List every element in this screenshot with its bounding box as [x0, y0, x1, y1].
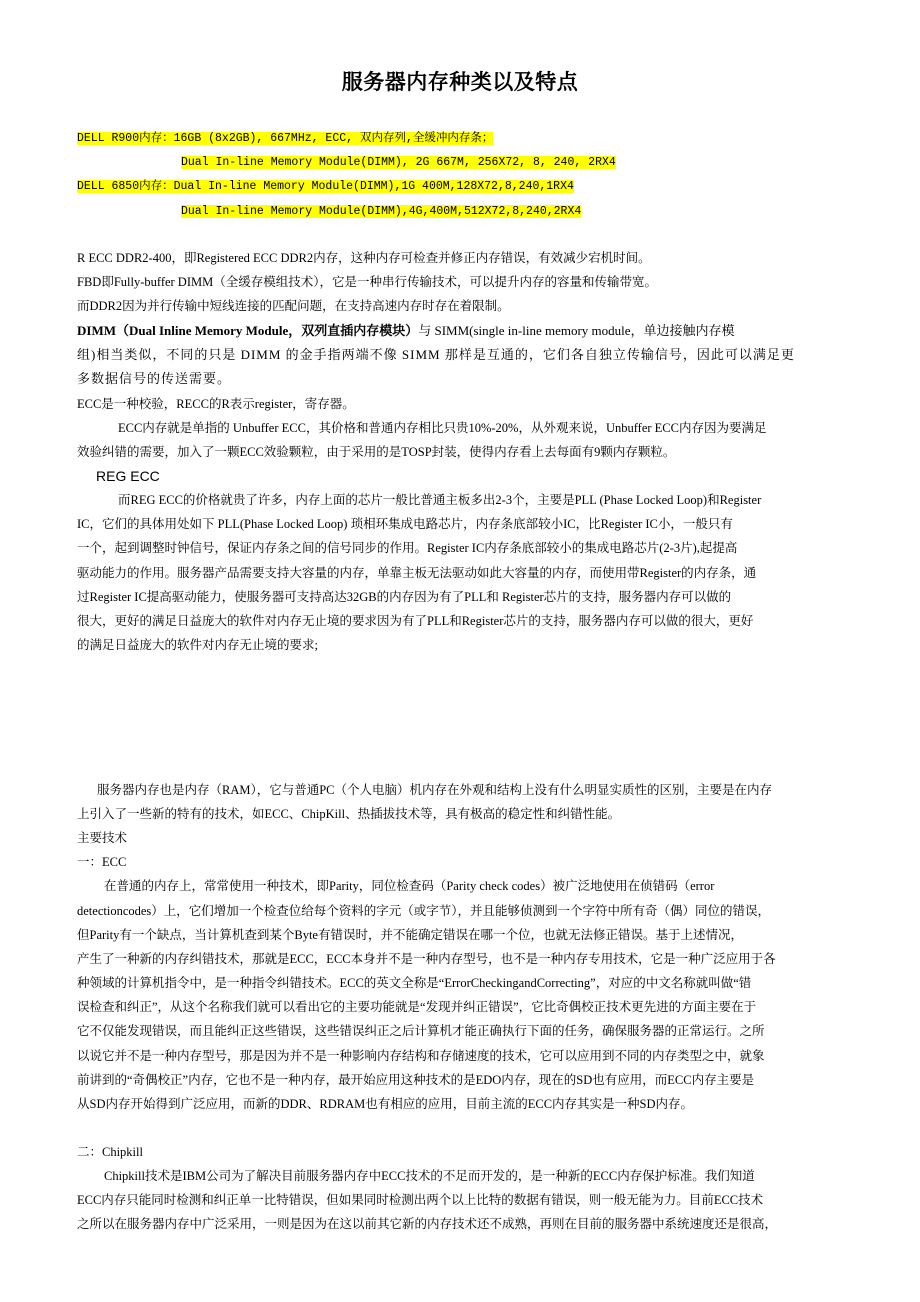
paragraph-line: 但Parity有一个缺点，当计算机查到某个Byte有错误时，并不能确定错误在哪一个位，也就无法修正错误。基于上述情况，	[77, 928, 743, 942]
highlighted-text: Dual In-line Memory Module(DIMM),4G,400M,512X72,8,240,2RX4	[181, 205, 582, 218]
paragraph-line: 以说它并不是一种内存型号，那是因为并不是一种影响内存结构和存储速度的技术，它可以应用到不同的内存类型之中，就象	[77, 1049, 765, 1063]
paragraph-line: 而DDR2因为并行传输中短线连接的匹配问题，在支持高速内存时存在着限制。	[77, 299, 510, 313]
dimm-term: DIMM（Dual Inline Memory Module，双列直插内存模块）	[77, 323, 419, 338]
chipkill-heading: 二：Chipkill	[77, 1145, 143, 1159]
main-tech-heading: 主要技术	[77, 831, 128, 845]
paragraph-line: 一个，起到调整时钟信号，保证内存条之间的信号同步的作用。Register IC内存条底部较小的集成电路芯片(2-3片),起提高	[77, 541, 738, 555]
paragraph-line: ECC内存只能同时检测和纠正单一比特错误，但如果同时检测出两个以上比特的数据有错误，则一般无能为力。目前ECC技术	[77, 1193, 764, 1207]
paragraph-line: 前讲到的“奇偶校正”内存，它也不是一种内存，最开始应用这种技术的是EDO内存，现在的SD也有应用，而ECC内存主要是	[77, 1073, 755, 1087]
paragraph-line: 之所以在服务器内存中广泛采用，一则是因为在这以前其它新的内存技术还不成熟，再则在目前的服务器中系统速度还是很高，	[77, 1217, 778, 1231]
paragraph-line: 多数据信号的传送需要。	[77, 371, 232, 386]
paragraph-line: FBD即Fully-buffer DIMM（全缓存模组技术），它是一种串行传输技术，可以提升内存的容量和传输带宽。	[77, 275, 657, 289]
paragraph-line: 上引入了一些新的特有的技术，如ECC、ChipKill、热插拔技术等，具有极高的稳定性和纠错性能。	[77, 807, 621, 821]
paragraph-line: ECC内存就是单指的 Unbuffer ECC，其价格和普通内存相比只贵10%-20%，从外观来说，Unbuffer ECC内存因为要满足	[118, 421, 767, 435]
paragraph-line: ECC是一种校验，RECC的R表示register，寄存器。	[77, 397, 355, 411]
dimm-text: 与 SIMM(single in-line memory module，单边接触内存模	[418, 323, 735, 338]
paragraph-line: 它不仅能发现错误，而且能纠正这些错误，这些错误纠正之后计算机才能正确执行下面的任务，确保服务器的正常运行。之所	[77, 1024, 765, 1038]
spec-line-6850	[77, 179, 574, 195]
highlighted-text: DELL R900内存：16GB (8x2GB), 667MHz, ECC, 双内存列,全缓冲内存条；	[77, 132, 494, 145]
paragraph-line: 种领域的计算机指令中，是一种指令纠错技术。ECC的英文全称是“ErrorCheckingandCorrecting”，对应的中文名称就叫做“错	[77, 976, 752, 990]
spec-line-r900	[77, 131, 493, 147]
paragraph-line: 效验纠错的需要，加入了一颗ECC效验颗粒，由于采用的是TOSP封装，使得内存看上去每面有9颗内存颗粒。	[77, 445, 676, 459]
paragraph-line: 很大，更好的满足日益庞大的软件对内存无止境的要求因为有了PLL和Register芯片的支持，服务器内存可以做的很大，更好	[77, 614, 754, 628]
paragraph-line: IC，它们的具体用处如下 PLL(Phase Locked Loop) 琐相环集成电路芯片，内存条底部较小IC，比Register IC小，一般只有	[77, 517, 733, 531]
paragraph-line: 在普通的内存上，常常使用一种技术，即Parity，同位检查码（Parity check codes）被广泛地使用在侦错码（error	[104, 879, 715, 893]
spec-line-r900-dimm	[181, 155, 616, 171]
page-title: 服务器内存种类以及特点	[341, 70, 579, 94]
highlighted-text: DELL 6850内存：Dual In-line Memory Module(DIMM),1G 400M,128X72,8,240,1RX4	[77, 180, 574, 193]
paragraph-line: 从SD内存开始得到广泛应用，而新的DDR、RDRAM也有相应的应用，目前主流的ECC内存其实是一种SD内存。	[77, 1097, 694, 1111]
paragraph-line: 产生了一种新的内存纠错技术，那就是ECC，ECC本身并不是一种内存型号，也不是一种内存专用技术，它是一种广泛应用于各	[77, 952, 776, 966]
paragraph-line: 而REG ECC的价格就贵了许多，内存上面的芯片一般比普通主板多出2-3个，主要是PLL (Phase Locked Loop)和Register	[118, 493, 762, 507]
paragraph-line: detectioncodes）上，它们增加一个检查位给每个资料的字元（或字节），并且能够侦测到一个字符中所有奇（偶）同位的错误，	[77, 904, 771, 918]
ecc-heading: 一：ECC	[77, 855, 127, 869]
highlighted-text: Dual In-line Memory Module(DIMM), 2G 667M, 256X72, 8, 240, 2RX4	[181, 156, 616, 169]
paragraph-line: 误检查和纠正”，从这个名称我们就可以看出它的主要功能就是“发现并纠正错误”，它比奇偶校正技术更先进的方面主要在于	[77, 1000, 757, 1014]
spec-line-6850-dimm	[181, 204, 581, 220]
paragraph-line: 服务器内存也是内存（RAM），它与普通PC（个人电脑）机内存在外观和结构上没有什么明显实质性的区别，主要是在内存	[97, 783, 773, 797]
paragraph-line: R ECC DDR2-400，即Registered ECC DDR2内存，这种内存可检查并修正内存错误，有效减少宕机时间。	[77, 251, 651, 265]
paragraph-line: 驱动能力的作用。服务器产品需要支持大容量的内存，单靠主板无法驱动如此大容量的内存，而使用带Register的内存条，通	[77, 566, 757, 580]
paragraph-line: Chipkill技术是IBM公司为了解决目前服务器内存中ECC技术的不足而开发的，是一种新的ECC内存保护标准。我们知道	[104, 1169, 755, 1183]
paragraph-line: 的满足日益庞大的软件对内存无止境的要求;	[77, 638, 318, 652]
dimm-definition-line	[77, 323, 735, 339]
paragraph-line: 过Register IC提高驱动能力，使服务器可支持高达32GB的内存因为有了PLL和 Register芯片的支持，服务器内存可以做的	[77, 590, 732, 604]
paragraph-line: 组)相当类似，不同的只是 DIMM 的金手指两端不像 SIMM 那样是互通的，它们各自独立传输信号，因此可以满足更	[77, 347, 795, 362]
reg-ecc-heading: REG ECC	[96, 468, 160, 484]
